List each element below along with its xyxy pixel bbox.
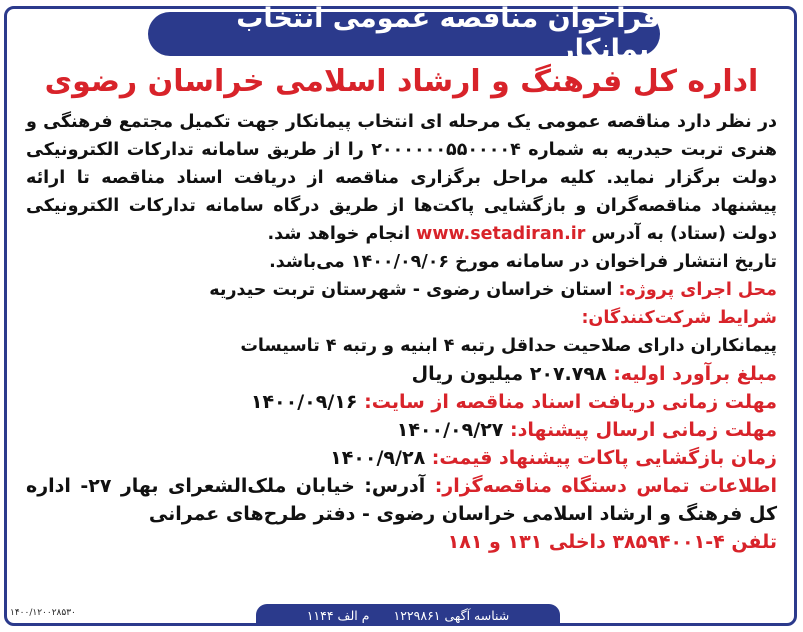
location-line: [26, 276, 777, 304]
bid-deadline-value: ۱۴۰۰/۰۹/۲۷: [396, 419, 504, 441]
ad-id: شناسه آگهی ۱۲۲۹۸۶۱: [393, 607, 510, 623]
intro-text-1: در نظر دارد مناقصه عمومی یک مرحله ای انتخاب پیمانکار جهت تکمیل مجتمع فرهنگی و هنری تربت حیدریه به شماره ۲۰۰۰۰۰۰۵۵۰۰۰۰۴ را از طریق سامانه تدارکات الکترونیکی دولت برگزار نماید. کلیه مراحل برگزاری مناقصه از دریافت اسناد مناقصه تا ارائه پیشنهاد مناقصه‌گران و بازگشایی پاکت‌ها از طریق درگاه سامانه تدارکات الکترونیکی دولت (ستاد) به آدرس: [26, 112, 778, 244]
contact-value: آدرس: خیابان ملک‌الشعرای بهار ۲۷- اداره کل فرهنگ و ارشاد اسلامی خراسان رضوی - دفتر طرح‌های عمرانی: [26, 475, 777, 525]
estimate-value: ۲۰۷.۷۹۸ میلیون ریال: [411, 363, 607, 385]
opening-label: زمان بازگشایی پاکات پیشنهاد قیمت:: [431, 447, 777, 469]
organization-name: اداره کل فرهنگ و ارشاد اسلامی خراسان رضوی: [44, 64, 759, 99]
estimate-line: [26, 360, 777, 388]
doc-deadline-line: [26, 388, 777, 416]
estimate-label: مبلغ برآورد اولیه:: [613, 363, 777, 385]
publish-date: تاریخ انتشار فراخوان در سامانه مورخ ۱۴۰۰/۰۹/۰۶ می‌باشد.: [269, 252, 777, 272]
website-link[interactable]: www.setadiran.ir: [416, 224, 586, 244]
intro-paragraph: [26, 108, 777, 248]
bid-deadline-label: مهلت زمانی ارسال پیشنهاد:: [510, 419, 777, 441]
doc-deadline-value: ۱۴۰۰/۰۹/۱۶: [250, 391, 358, 413]
location-value: استان خراسان رضوی - شهرستان تربت حیدریه: [209, 280, 613, 300]
location-label: محل اجرای پروژه:: [618, 280, 777, 300]
side-code: ۱۴۰۰/۱۲۰۰۲۸۵۳۰: [10, 608, 76, 618]
contact-line: [26, 472, 777, 528]
opening-line: [26, 444, 777, 472]
footer-bar: [256, 604, 560, 626]
contact-label: اطلاعات تماس دستگاه مناقصه‌گزار:: [434, 475, 777, 497]
ad-title-banner: [148, 3, 660, 65]
conditions-label: شرایط شرکت‌کنندگان:: [581, 308, 777, 328]
bid-deadline-line: [26, 416, 777, 444]
ad-body: [26, 108, 777, 556]
opening-value: ۱۴۰۰/۹/۲۸: [330, 447, 426, 469]
intro-text-2: انجام خواهد شد.: [267, 224, 411, 244]
phone-line: تلفن ۴-۳۸۵۹۴۰۰۱ داخلی ۱۳۱ و ۱۸۱: [447, 531, 777, 553]
doc-deadline-label: مهلت زمانی دریافت اسناد مناقصه از سایت:: [364, 391, 777, 413]
ad-code: م الف ۱۱۴۴: [306, 607, 370, 623]
conditions-value: پیمانکاران دارای صلاحیت حداقل رتبه ۴ ابنیه و رتبه ۴ تاسیسات: [240, 336, 777, 356]
ad-title: فراخوان مناقصه عمومی انتخاب پیمانکار: [236, 3, 660, 65]
